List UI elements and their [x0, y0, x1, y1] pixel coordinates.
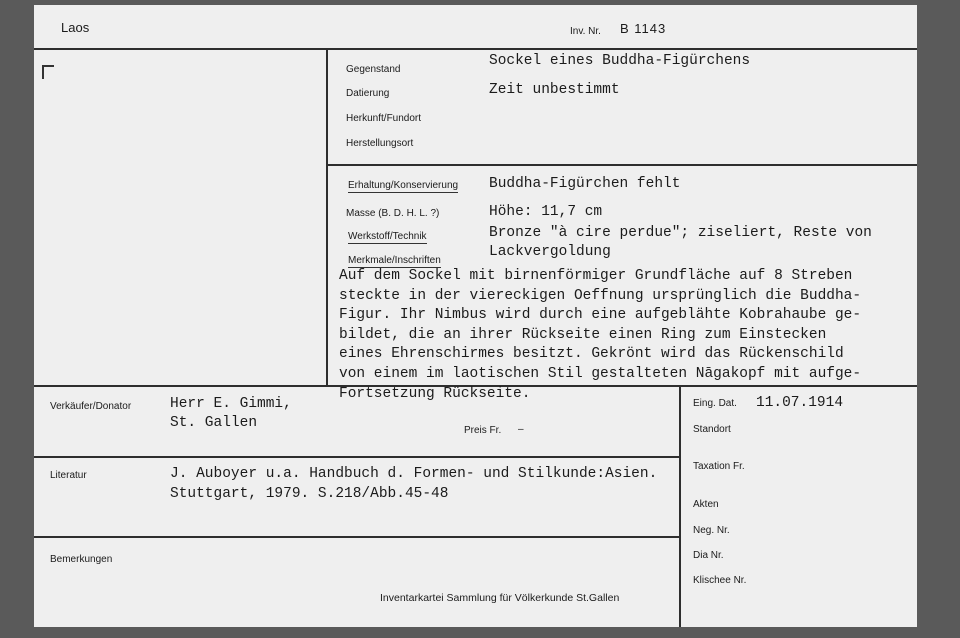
divider-top: [34, 48, 917, 50]
herstellungsort-label: Herstellungsort: [346, 138, 414, 149]
standort-label: Standort: [693, 424, 731, 435]
divider-literature: [34, 456, 680, 458]
taxation-label: Taxation Fr.: [693, 461, 745, 472]
masse-value: Höhe: 11,7 cm: [489, 204, 603, 220]
seller-name: Herr E. Gimmi,: [170, 396, 292, 412]
werkstoff-label: Werkstoff/Technik: [348, 231, 427, 242]
werkstoff-line-2: Lackvergoldung: [489, 244, 611, 260]
footer-text: Inventarkartei Sammlung für Völkerkunde St.Gallen: [380, 592, 620, 604]
divider-remarks: [34, 536, 680, 538]
dia-nr-label: Dia Nr.: [693, 550, 724, 561]
literatur-label: Literatur: [50, 470, 87, 481]
werkstoff-line-1: Bronze "à cire perdue"; ziseliert, Reste von: [489, 225, 872, 241]
erhaltung-label: Erhaltung/Konservierung: [348, 180, 459, 191]
eing-dat-value: 11.07.1914: [756, 395, 844, 411]
preis-value: –: [518, 424, 524, 435]
divider-center: [326, 49, 328, 387]
literatur-line-1: J. Auboyer u.a. Handbuch d. Formen- und Stilkunde:Asien.: [170, 466, 658, 482]
gegenstand-value: Sockel eines Buddha-Figürchens: [489, 53, 751, 69]
klischee-nr-label: Klischee Nr.: [693, 575, 747, 586]
inv-number: B 1143: [620, 21, 667, 36]
datierung-label: Datierung: [346, 88, 390, 99]
masse-label: Masse (B. D. H. L. ?): [346, 208, 440, 219]
inv-label: Inv. Nr.: [570, 26, 601, 37]
neg-nr-label: Neg. Nr.: [693, 525, 730, 536]
description-text: Auf dem Sockel mit birnenförmiger Grundfläche auf 8 Streben steckte in der viereckigen Oeffnung ursprünglich die Buddha- Figur. Ihr Nimbus wird durch eine aufgeblähte Kobrahaube ge- bildet, die an ihrer Rückseite einen Ring zum Einstecken eines Ehrenschirmes besitzt. Gekrönt wird das Rückenschild von einem im laotischen Stil gestalteten Nāgakopf mit aufge- Fortsetzung Rückseite.: [339, 268, 862, 402]
herkunft-label: Herkunft/Fundort: [346, 113, 422, 124]
catalog-card: [34, 5, 917, 627]
gegenstand-label: Gegenstand: [346, 64, 401, 75]
corner-mark: [42, 65, 54, 79]
literatur-line-2: Stuttgart, 1979. S.218/Abb.45-48: [170, 486, 449, 502]
seller-label: Verkäufer/Donator: [50, 401, 132, 412]
region-label: Laos: [61, 20, 90, 35]
eing-dat-label: Eing. Dat.: [693, 398, 737, 409]
akten-label: Akten: [693, 499, 719, 510]
preis-label: Preis Fr.: [464, 425, 502, 436]
merkmale-label: Merkmale/Inschriften: [348, 255, 441, 266]
bemerkungen-label: Bemerkungen: [50, 554, 113, 565]
divider-object: [326, 164, 917, 166]
seller-location: St. Gallen: [170, 415, 258, 431]
datierung-value: Zeit unbestimmt: [489, 82, 620, 98]
divider-right-col: [679, 386, 681, 627]
erhaltung-value: Buddha-Figürchen fehlt: [489, 176, 681, 192]
